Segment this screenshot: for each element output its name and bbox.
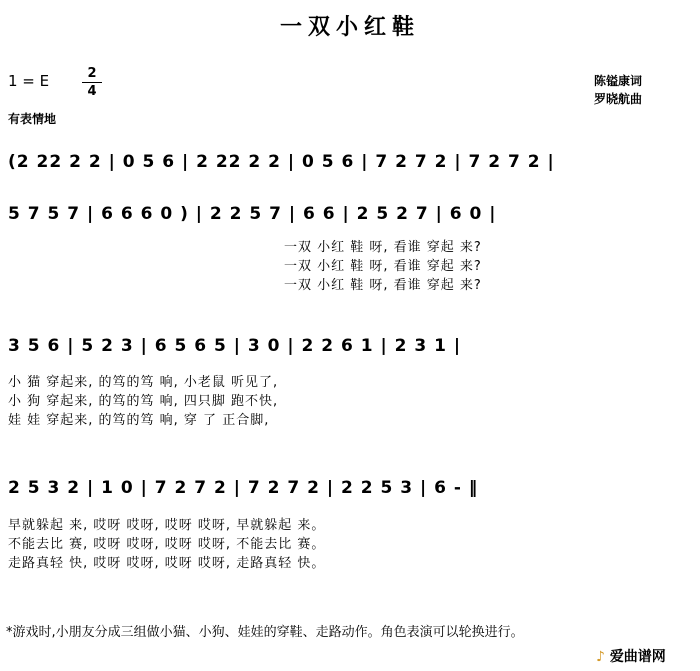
score-row-3-lyrics-2: 小 狗 穿起来, 的笃的笃 响, 四只脚 跑不快,: [8, 394, 279, 409]
score-row-4-lyrics-1: 早就躲起 来, 哎呀 哎呀, 哎呀 哎呀, 早就躲起 来。: [8, 518, 326, 533]
watermark-text: 爱曲谱网: [609, 649, 666, 665]
score-row-2-lyrics-3: 一双 小红 鞋 呀, 看谁 穿起 来?: [284, 278, 482, 293]
time-numerator: 2: [87, 66, 97, 81]
time-signature: [82, 66, 102, 99]
music-note-icon: ♪: [596, 649, 605, 665]
score-row-2-lyrics-1: 一双 小红 鞋 呀, 看谁 穿起 来?: [284, 240, 482, 255]
score-row-4-lyrics-2: 不能去比 赛, 哎呀 哎呀, 哎呀 哎呀, 不能去比 赛。: [8, 537, 326, 552]
site-watermark: [596, 646, 666, 666]
score-row-2-notes: 5 7 5 7 | 6 6 6 0 ) | 2 2 5 7 | 6 6 | 2 5 2 7 | 6 0 |: [8, 204, 497, 224]
score-title: 一双小红鞋: [279, 15, 420, 40]
score-row-2-lyrics-2: 一双 小红 鞋 呀, 看谁 穿起 来?: [284, 259, 482, 274]
score-row-3-notes: 3 5 6 | 5 2 3 | 6 5 6 5 | 3 0 | 2 2 6 1 | 2 3 1 |: [8, 336, 462, 356]
score-row-4-notes: 2 5 3 2 | 1 0 | 7 2 7 2 | 7 2 7 2 | 2 2 5 3 | 6 - ‖: [8, 478, 479, 498]
score-row-4-lyrics-3: 走路真轻 快, 哎呀 哎呀, 哎呀 哎呀, 走路真轻 快。: [8, 556, 326, 571]
score-row-1-notes: (2 22 2 2 | 0 5 6 | 2 22 2 2 | 0 5 6 | 7 2 7 2 | 7 2 7 2 |: [8, 152, 555, 172]
time-fraction-line: [82, 82, 102, 83]
lyricist-credit: 陈镒康词: [594, 74, 643, 88]
score-row-3-lyrics-1: 小 猫 穿起来, 的笃的笃 响, 小老鼠 听见了,: [8, 375, 279, 390]
score-row-3-lyrics-3: 娃 娃 穿起来, 的笃的笃 响, 穿 了 正合脚,: [8, 413, 270, 428]
expression-marking: 有表情地: [8, 112, 57, 126]
key-signature: 1 = E: [8, 72, 50, 90]
composer-credit: 罗晓航曲: [594, 92, 643, 106]
time-denominator: 4: [87, 84, 97, 99]
performance-footnote: *游戏时,小朋友分成三组做小猫、小狗、娃娃的穿鞋、走路动作。角色表演可以轮换进行。: [6, 625, 524, 640]
